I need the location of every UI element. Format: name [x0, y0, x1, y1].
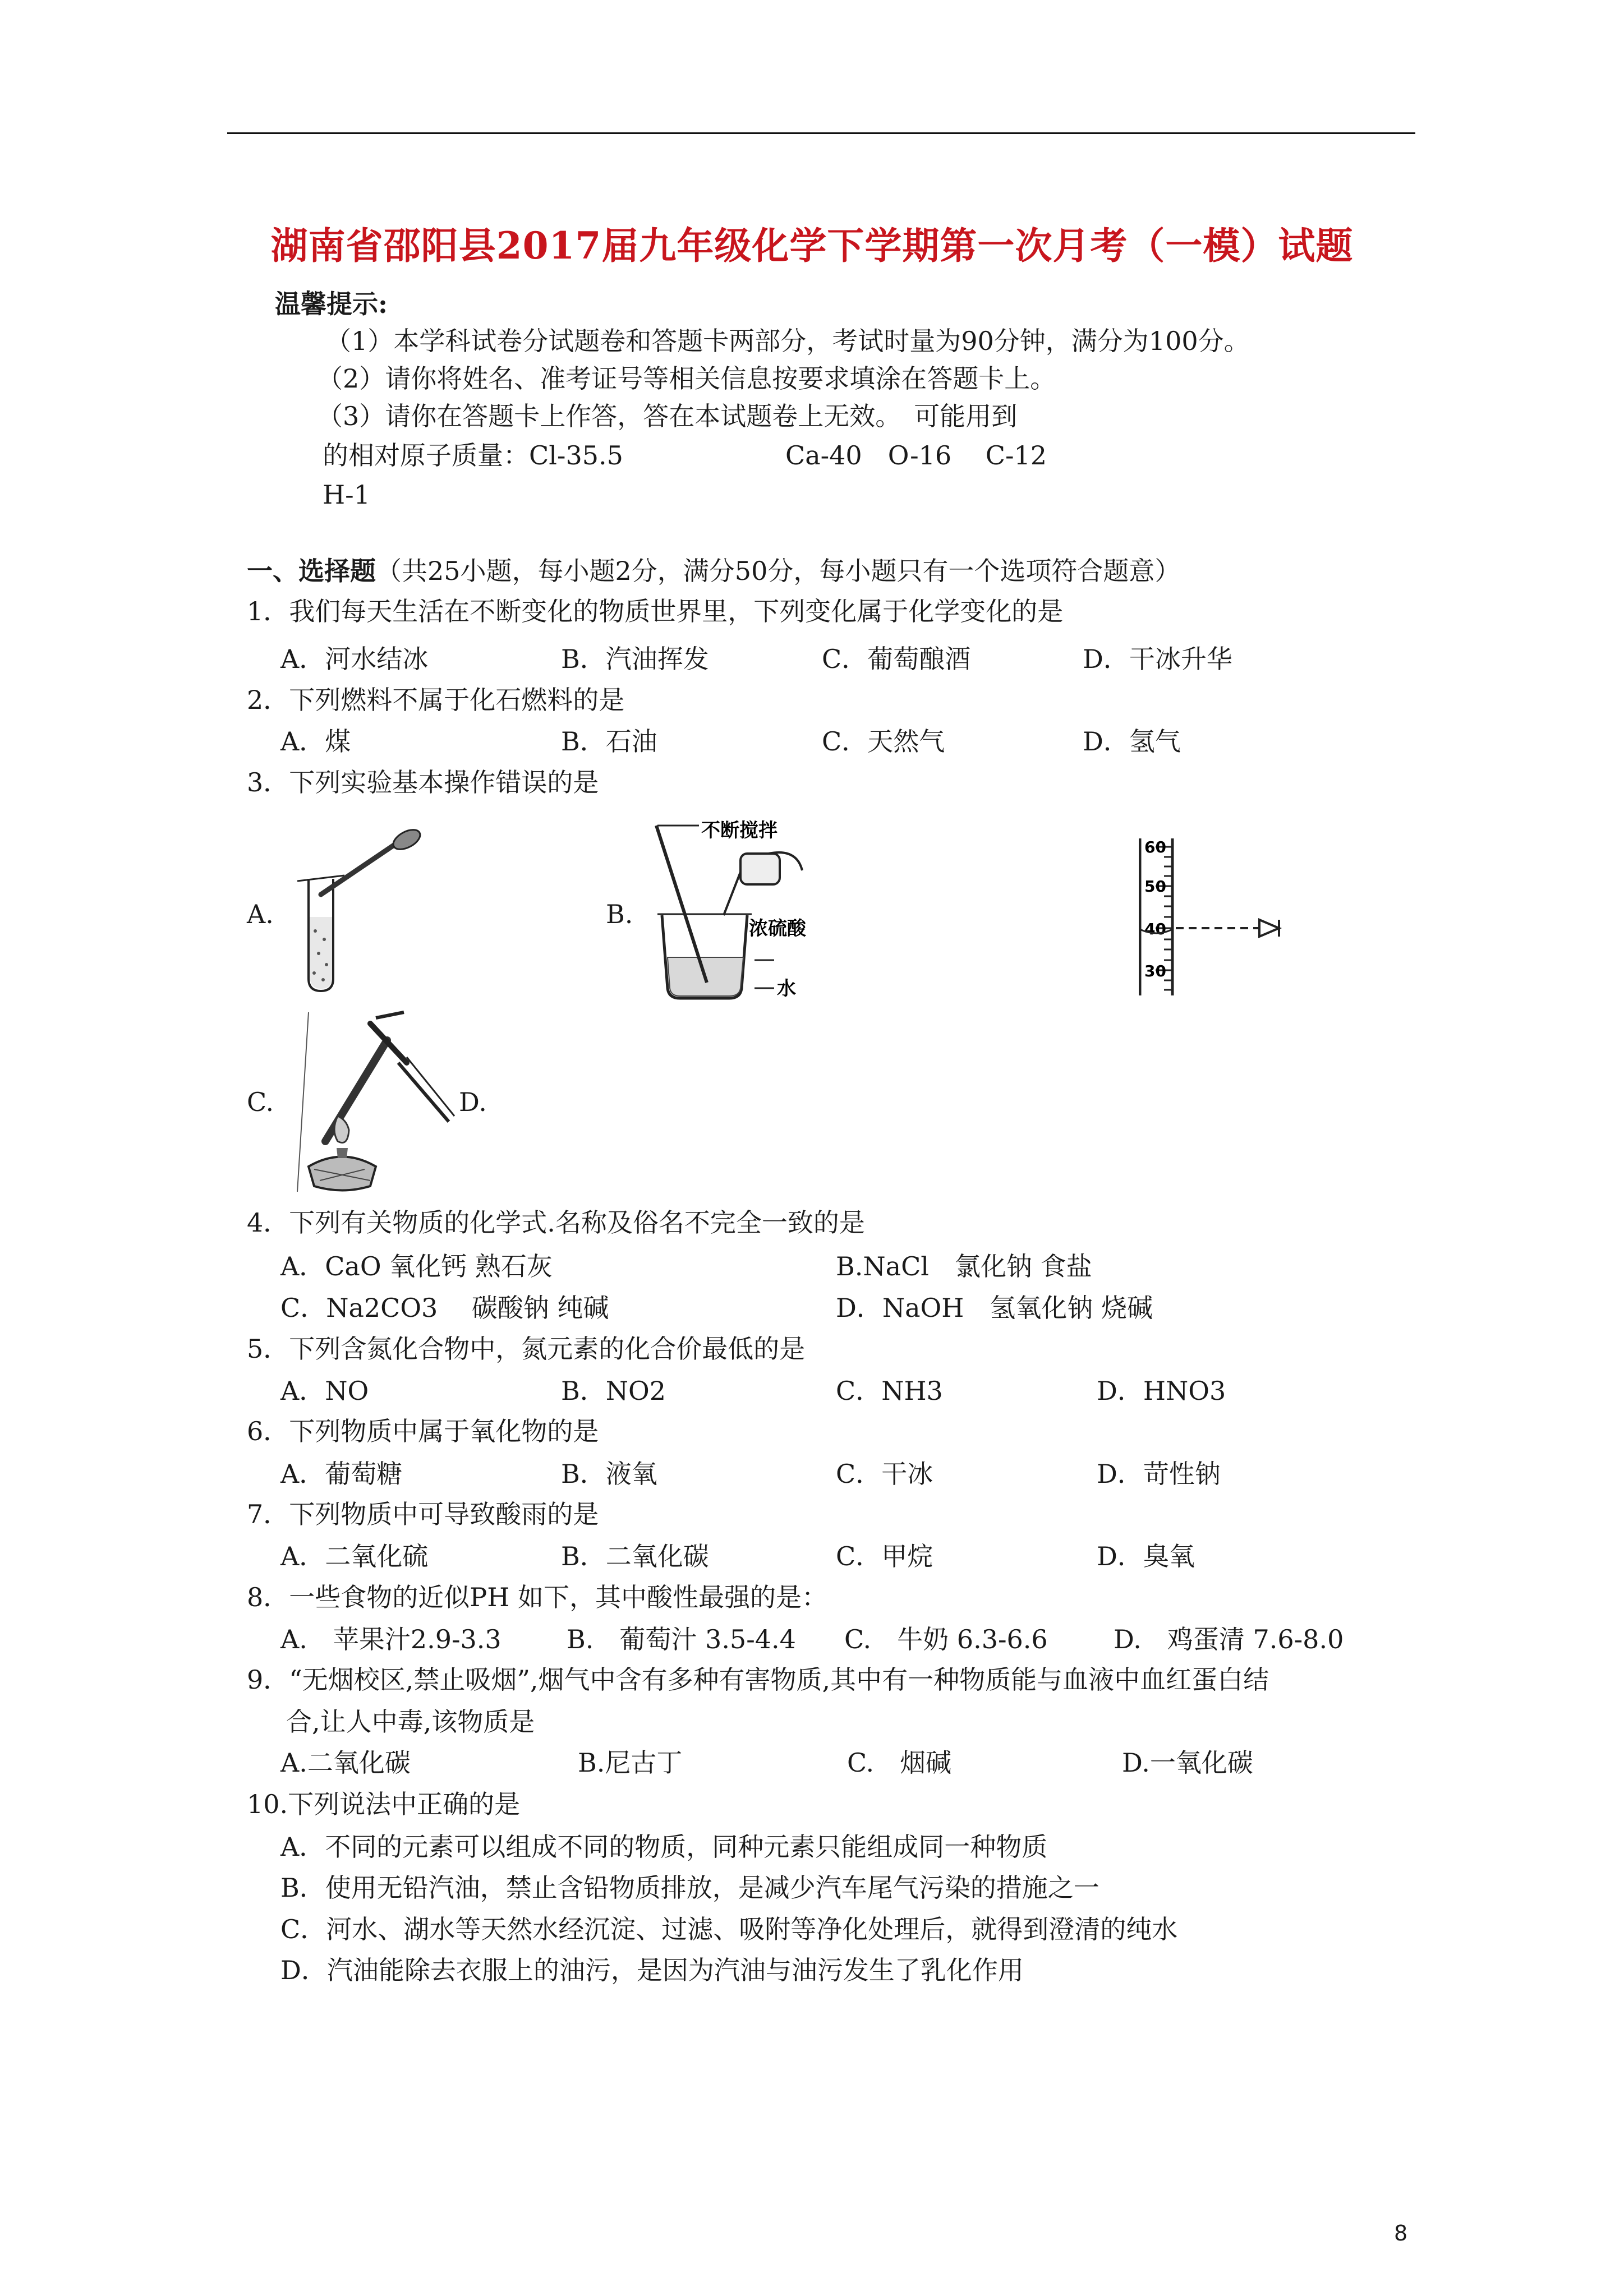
q5-option-b: B．NO2	[561, 1376, 666, 1406]
q6-option-c: C．干冰	[836, 1459, 933, 1489]
q8-option-c: C. 牛奶 6.3-6.6	[844, 1624, 1048, 1654]
q9-option-c: C. 烟碱	[847, 1748, 952, 1778]
q6-option-d: D．苛性钠	[1097, 1459, 1221, 1489]
figure-c-heating-test-tube	[286, 1001, 471, 1195]
scale-label-40: 40	[1144, 920, 1166, 938]
figure-graduated-cylinder-reading	[1139, 836, 1313, 998]
question-5-stem: 5．下列含氮化合物中，氮元素的化合价最低的是	[247, 1334, 806, 1364]
question-1-stem: 1．我们每天生活在不断变化的物质世界里，下列变化属于化学变化的是	[247, 596, 1064, 626]
q5-option-c: C．NH3	[836, 1376, 943, 1406]
q3-option-c: C.	[247, 1087, 274, 1117]
hint-heading: 温馨提示:	[275, 289, 388, 319]
figure-b-beaker-dilution	[645, 820, 825, 1005]
hint-line-3: （3）请你在答题卡上作答，答在本试题卷上无效。 可能用到	[317, 401, 1018, 431]
header-rule	[227, 132, 1415, 134]
q2-option-d: D．氢气	[1083, 726, 1181, 757]
q8-option-b: B. 葡萄汁 3.5-4.4	[567, 1624, 796, 1654]
q2-option-c: C．天然气	[822, 726, 945, 757]
section-label: 一、选择题	[247, 556, 376, 586]
q5-option-a: A．NO	[280, 1376, 369, 1406]
scale-label-30: 30	[1144, 962, 1166, 980]
q6-option-a: A．葡萄糖	[280, 1459, 403, 1489]
question-9-stem-cont: 合,让人中毒,该物质是	[286, 1707, 535, 1737]
q9-option-a: A.二氧化碳	[280, 1748, 411, 1778]
q2-option-a: A．煤	[280, 726, 351, 757]
q10-option-d: D．汽油能除去衣服上的油污，是因为汽油与油污发生了乳化作用	[280, 1955, 1024, 1985]
q1-option-d: D．干冰升华	[1083, 644, 1232, 674]
question-10-stem: 10.下列说法中正确的是	[247, 1789, 521, 1819]
q10-option-a: A．不同的元素可以组成不同的物质，同种元素只能组成同一种物质	[280, 1832, 1048, 1862]
q7-option-c: C．甲烷	[836, 1541, 933, 1571]
page-number: 8	[1394, 2221, 1408, 2246]
q5-option-d: D．HNO3	[1097, 1376, 1226, 1406]
q7-option-b: B．二氧化碳	[561, 1541, 709, 1571]
q6-option-b: B．液氧	[561, 1459, 657, 1489]
fig-b-water-label: 水	[777, 978, 796, 1000]
q2-option-b: B．石油	[561, 726, 657, 757]
question-2-stem: 2．下列燃料不属于化石燃料的是	[247, 685, 625, 715]
q4-option-b: B.NaCl 氯化钠 食盐	[836, 1251, 1092, 1281]
hint-line-5: H-1	[323, 480, 370, 510]
hint-line-2: （2）请你将姓名、准考证号等相关信息按要求填涂在答题卡上。	[317, 363, 1056, 394]
q1-option-b: B．汽油挥发	[561, 644, 709, 674]
question-7-stem: 7．下列物质中可导致酸雨的是	[247, 1499, 599, 1529]
q7-option-a: A．二氧化硫	[280, 1541, 429, 1571]
fig-b-stir-label: 不断搅拌	[701, 820, 778, 842]
q1-option-a: A．河水结冰	[280, 644, 429, 674]
q10-option-b: B．使用无铅汽油，禁止含铅物质排放，是减少汽车尾气污染的措施之一	[280, 1873, 1099, 1903]
q8-option-a: A. 苹果汁2.9-3.3	[280, 1624, 502, 1654]
hint-line-4b: Ca-40 O-16 C-12	[785, 440, 1047, 471]
q3-option-d: D.	[459, 1087, 487, 1117]
q4-option-c: C．Na2CO3 碳酸钠 纯碱	[280, 1293, 609, 1323]
scale-label-50: 50	[1144, 877, 1166, 896]
section-note: （共25小题，每小题2分，满分50分，每小题只有一个选项符合题意）	[376, 556, 1181, 586]
question-9-stem: 9．“无烟校区,禁止吸烟”,烟气中含有多种有害物质,其中有一种物质能与血液中血红蛋白结	[247, 1665, 1269, 1695]
scale-label-60: 60	[1144, 838, 1166, 856]
q4-option-d: D．NaOH 氢氧化钠 烧碱	[836, 1293, 1153, 1323]
q3-option-a: A.	[247, 899, 274, 929]
fig-b-acid-label: 浓硫酸	[749, 918, 806, 940]
q10-option-c: C．河水、湖水等天然水经沉淀、过滤、吸附等净化处理后，就得到澄清的纯水	[280, 1914, 1178, 1944]
q8-option-d: D. 鸡蛋清 7.6-8.0	[1114, 1624, 1344, 1654]
q3-option-b: B.	[606, 899, 633, 929]
section-header	[247, 554, 1180, 588]
page-title: 湖南省邵阳县2017届九年级化学下学期第一次月考（一模）试题	[270, 224, 1354, 268]
q7-option-d: D．臭氧	[1097, 1541, 1195, 1571]
hint-line-1: （1）本学科试卷分试题卷和答题卡两部分，考试时量为90分钟，满分为100分。	[325, 326, 1250, 356]
q1-option-c: C．葡萄酿酒	[822, 644, 971, 674]
hint-line-4a: 的相对原子质量：Cl-35.5	[323, 440, 623, 471]
q9-option-d: D.一氧化碳	[1122, 1748, 1253, 1778]
question-4-stem: 4．下列有关物质的化学式.名称及俗名不完全一致的是	[247, 1207, 865, 1238]
q4-option-a: A．CaO 氧化钙 熟石灰	[280, 1251, 553, 1281]
question-8-stem: 8．一些食物的近似PH 如下，其中酸性最强的是：	[247, 1582, 827, 1612]
question-6-stem: 6．下列物质中属于氧化物的是	[247, 1416, 599, 1446]
figure-a-test-tube-spoon	[286, 827, 432, 1001]
q9-option-b: B.尼古丁	[578, 1748, 683, 1778]
question-3-stem: 3．下列实验基本操作错误的是	[247, 767, 599, 797]
